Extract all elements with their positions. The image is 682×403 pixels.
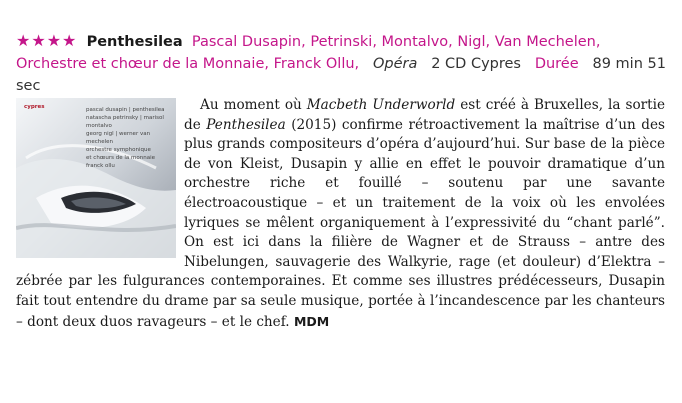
- album-title: Penthesilea: [86, 34, 183, 50]
- review-work-1: Macbeth Underworld: [306, 97, 456, 113]
- review-header: [16, 30, 666, 97]
- cover-credits: pascal dusapin | penthesilea natascha petrinsky | marisol montalvo georg nigl | werner van mechelen orchestre symphonique et chœurs de la monnaie franck ollu: [86, 107, 165, 169]
- review-body: [16, 96, 665, 332]
- review-text-1: Au moment où: [200, 97, 307, 113]
- performers: Pascal Dusapin, Petrinski, Montalvo, Nigl, Van Mechelen, Orchestre et chœur de la Monnaie, Franck Ollu,: [16, 34, 601, 72]
- cover-spacer: [16, 96, 184, 272]
- review-author: MDM: [293, 313, 330, 329]
- duration-label: Durée: [534, 56, 579, 72]
- review-text-2: est créé à Bruxelles, la sortie de: [184, 97, 665, 133]
- review-text-3: (2015) confirme rétroactivement la maîtrise d’un des plus grands compositeurs d’opéra d’aujourd’hui. Sur base de la pièce de von Kleist, Dusapin y allie en effet le pouvoir dramatique d’un orchestre riche et fouillé – soutenu par une savante électroacoustique – et un traitement de la voix où les envolées lyriques se mêlent organiquement à l’expressivité du “chant parlé”. On est ici dans la filière de Wagner et de Strauss – antre des Nibelungen, sauvagerie des Walkyrie, rage (et douleur) d’Elektra – zébrée par les fulgurances contemporaines. Et comme ses illustres prédécesseurs, Dusapin fait tout entendre du drame par sa seule musique, portée à l’incandescence par les chanteurs – dont deux duos ravageurs – et le chef.: [16, 116, 665, 330]
- genre: Opéra: [373, 56, 418, 72]
- rating-stars: ★★★★: [16, 31, 78, 50]
- label-logo: cypres: [24, 104, 45, 110]
- review-work-2: Penthesilea: [206, 116, 286, 133]
- format: 2 CD Cypres: [431, 56, 521, 72]
- duration-value: 89 min 51 sec: [16, 56, 666, 94]
